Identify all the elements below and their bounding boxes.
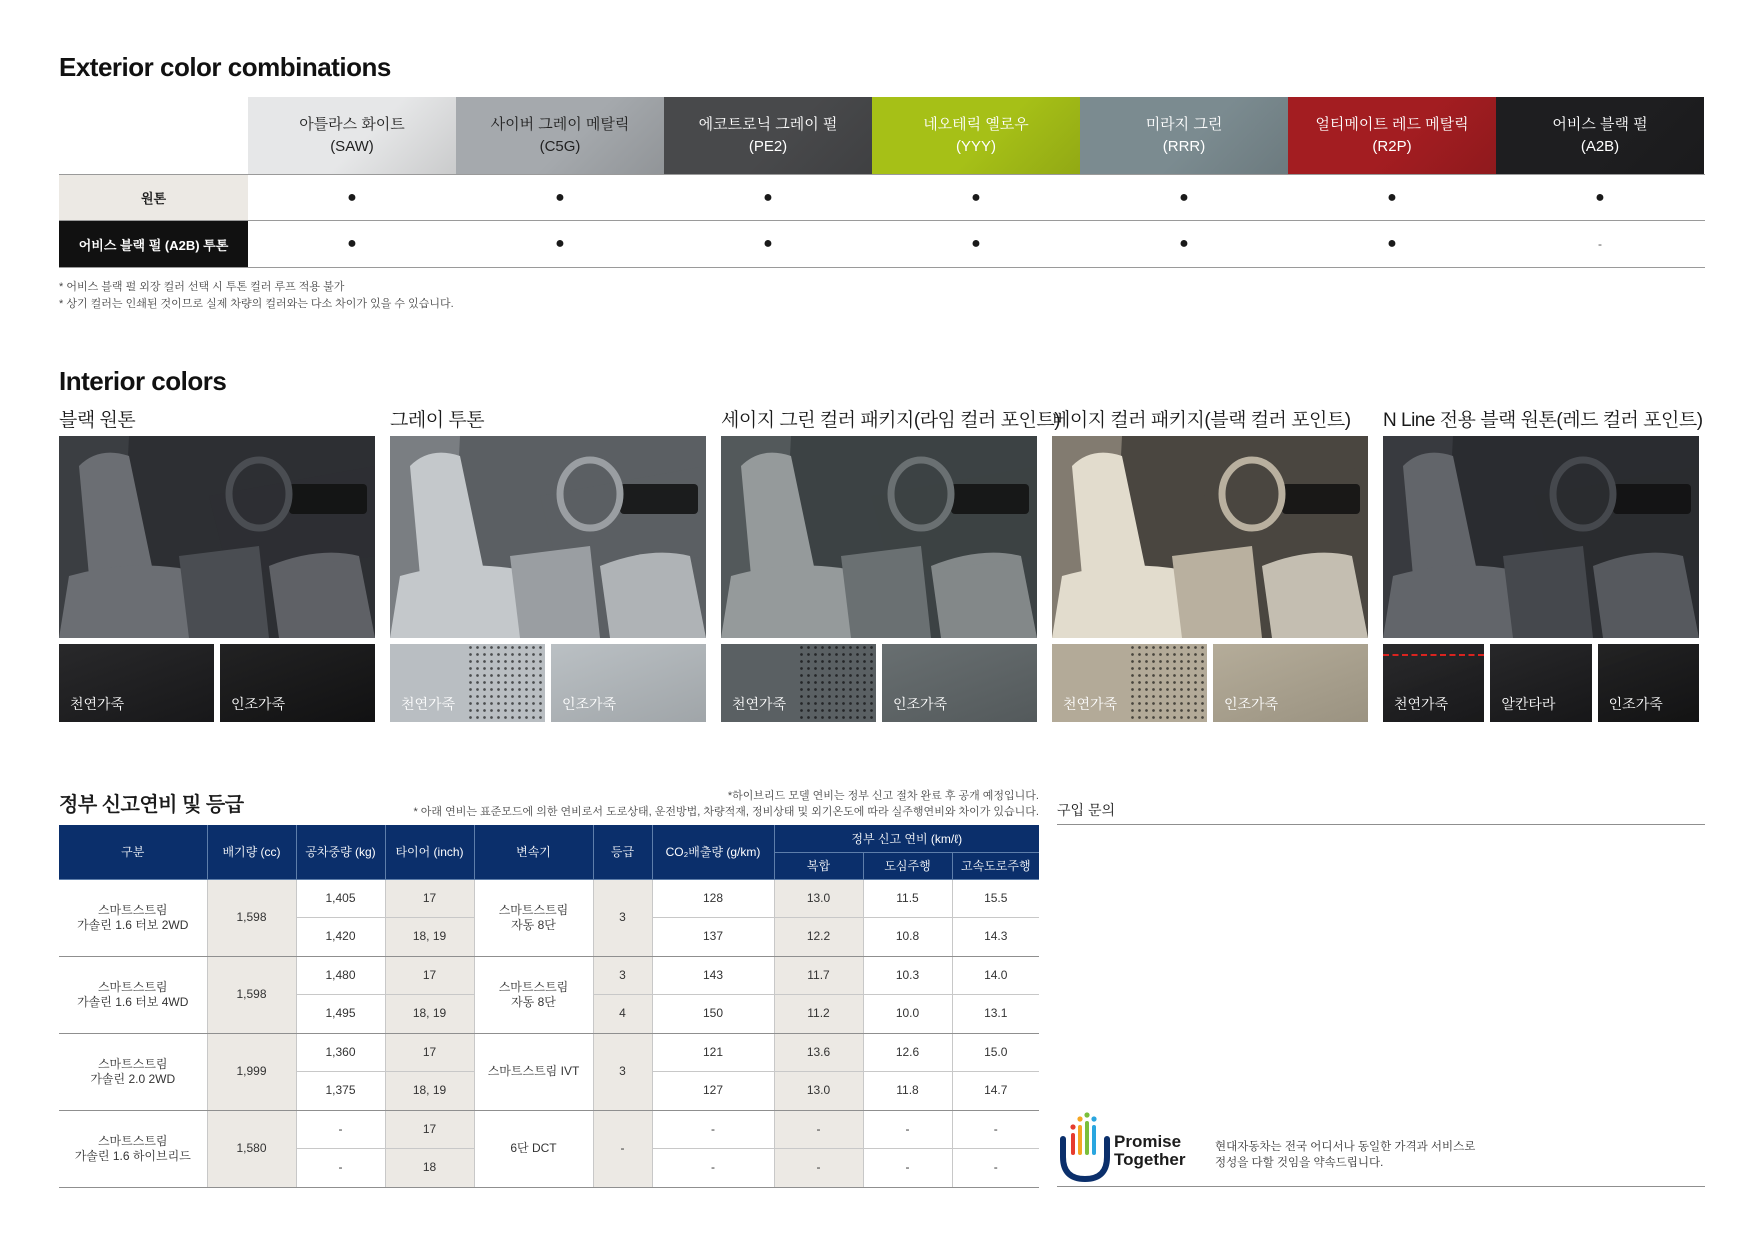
available-dot: ● xyxy=(347,188,357,206)
transmission xyxy=(475,980,593,1010)
city-efficiency-cell: 11.8 xyxy=(863,1072,952,1111)
interior-material-label: 천연가죽 xyxy=(401,696,456,712)
exterior-swatch-code: (RRR) xyxy=(1162,137,1206,155)
interior-material-swatch xyxy=(220,644,375,722)
header-category: 구분 xyxy=(59,825,207,879)
displacement-cell: 1,598 xyxy=(207,879,296,956)
promise-word-line1: Promise xyxy=(1114,1132,1182,1151)
model-name-line2: 가솔린 2.0 2WD xyxy=(90,1071,176,1086)
model-name-line1: 스마트스트림 xyxy=(97,979,168,994)
unavailable-dash: - xyxy=(1598,237,1602,251)
city-efficiency-cell: 12.6 xyxy=(863,1033,952,1072)
exterior-notes xyxy=(59,279,454,313)
exterior-note: * 어비스 블랙 펄 외장 컬러 선택 시 투톤 컬러 루프 적용 불가 xyxy=(59,281,345,293)
interior-material-label: 인조가죽 xyxy=(1224,696,1279,712)
co2-cell: 137 xyxy=(652,918,774,957)
exterior-swatch xyxy=(1288,97,1496,174)
co2-cell: 127 xyxy=(652,1072,774,1111)
exterior-swatch-name: 네오테릭 옐로우 xyxy=(923,115,1029,133)
combined-efficiency-cell: 12.2 xyxy=(774,918,863,957)
exterior-swatch-code: (SAW) xyxy=(330,137,374,155)
grade-cell: 3 xyxy=(593,1033,652,1110)
city-efficiency-cell: 10.0 xyxy=(863,995,952,1034)
available-dot: ● xyxy=(1179,188,1189,206)
interior-material-swatch xyxy=(1383,644,1484,722)
available-dot: ● xyxy=(555,188,565,206)
city-efficiency-cell: 10.8 xyxy=(863,918,952,957)
exterior-swatch xyxy=(1496,97,1704,174)
available-dot: ● xyxy=(1387,188,1397,206)
fuel-note: * 아래 연비는 표준모드에 의한 연비로서 도로상태, 운전방법, 차량적재, 정비상태 및 외기온도에 따라 실주행연비와 차이가 있습니다. xyxy=(413,806,1039,818)
interior-material-swatch xyxy=(721,644,876,722)
interior-material-label: 천연가죽 xyxy=(732,696,787,712)
city-efficiency-cell: - xyxy=(863,1149,952,1188)
interior-package-name: N Line 전용 블랙 원톤(레드 컬러 포인트) xyxy=(1383,410,1703,431)
exterior-swatch-name: 얼티메이트 레드 메탈릭 xyxy=(1315,115,1469,133)
combined-efficiency-cell: 13.6 xyxy=(774,1033,863,1072)
transmission-line2: 자동 8단 xyxy=(511,917,556,932)
interior-package xyxy=(59,405,375,722)
interior-photo xyxy=(1383,436,1699,638)
combined-efficiency-cell: 11.2 xyxy=(774,995,863,1034)
transmission-line1: 스마트스트림 IVT xyxy=(487,1064,580,1078)
displacement-cell: 1,999 xyxy=(207,1033,296,1110)
interior-material-swatch xyxy=(1052,644,1207,722)
weight-cell: 1,405 xyxy=(296,879,385,918)
fuel-efficiency-table xyxy=(59,825,1039,1188)
interior-photo xyxy=(1052,436,1368,638)
exterior-swatch xyxy=(1080,97,1288,174)
displacement-cell: 1,598 xyxy=(207,956,296,1033)
model-name-line2: 가솔린 1.6 터보 4WD xyxy=(77,994,189,1009)
interior-seat-illustration xyxy=(390,436,706,638)
model-name xyxy=(59,1134,207,1164)
city-efficiency-cell: 10.3 xyxy=(863,956,952,995)
interior-material-label: 천연가죽 xyxy=(1394,696,1449,712)
header-efficiency-group: 정부 신고 연비 (km/ℓ) xyxy=(774,825,1039,852)
interior-title: Interior colors xyxy=(59,366,227,396)
promise-text-line2: 정성을 다할 것임을 약속드립니다. xyxy=(1215,1157,1384,1169)
weight-cell: 1,480 xyxy=(296,956,385,995)
weight-cell: 1,360 xyxy=(296,1033,385,1072)
model-name-cell xyxy=(59,1110,207,1187)
city-efficiency-cell: 11.5 xyxy=(863,879,952,918)
weight-cell: 1,420 xyxy=(296,918,385,957)
tire-cell: 17 xyxy=(385,879,474,918)
interior-seat-illustration xyxy=(1052,436,1368,638)
combined-efficiency-cell: 13.0 xyxy=(774,1072,863,1111)
interior-package-name: 베이지 컬러 패키지(블랙 컬러 포인트) xyxy=(1052,410,1351,431)
available-dot: ● xyxy=(1595,188,1605,206)
promise-text-line1: 현대자동차는 전국 어디서나 동일한 가격과 서비스로 xyxy=(1215,1141,1476,1153)
exterior-color-header xyxy=(59,97,1705,174)
highway-efficiency-cell: 15.5 xyxy=(952,879,1039,918)
transmission xyxy=(475,1141,593,1156)
exterior-combination-row xyxy=(59,221,1705,268)
available-dot: ● xyxy=(763,235,773,252)
transmission-cell xyxy=(474,1110,593,1187)
model-name-line1: 스마트스트림 xyxy=(97,1133,168,1148)
model-name xyxy=(59,903,207,933)
promise-word-line2: Together xyxy=(1114,1150,1186,1169)
header-highway: 고속도로주행 xyxy=(952,852,1039,879)
interior-material-swatches xyxy=(59,644,375,722)
combined-efficiency-cell: 13.0 xyxy=(774,879,863,918)
exterior-swatch-name: 아틀라스 화이트 xyxy=(299,115,405,133)
table-row xyxy=(59,879,1039,918)
exterior-swatch xyxy=(248,97,456,174)
weight-cell: - xyxy=(296,1110,385,1149)
weight-cell: 1,495 xyxy=(296,995,385,1034)
highway-efficiency-cell: - xyxy=(952,1149,1039,1188)
header-tire: 타이어 (inch) xyxy=(385,825,474,879)
combined-efficiency-cell: - xyxy=(774,1110,863,1149)
promise-together-logo-icon xyxy=(1057,1109,1113,1183)
exterior-swatch-code: (PE2) xyxy=(748,137,788,155)
interior-material-label: 인조가죽 xyxy=(231,696,286,712)
combined-efficiency-cell: 11.7 xyxy=(774,956,863,995)
interior-package-name: 블랙 원톤 xyxy=(59,410,136,431)
header-weight: 공차중량 (kg) xyxy=(296,825,385,879)
weight-cell: - xyxy=(296,1149,385,1188)
header-city: 도심주행 xyxy=(863,852,952,879)
exterior-color-table xyxy=(59,97,1705,268)
exterior-swatch-code: (A2B) xyxy=(1580,137,1620,155)
exterior-swatch xyxy=(456,97,664,174)
tire-cell: 17 xyxy=(385,956,474,995)
interior-material-label: 천연가죽 xyxy=(1063,696,1118,712)
exterior-combination-row xyxy=(59,174,1705,221)
available-dot: ● xyxy=(971,235,981,252)
interior-material-swatch xyxy=(551,644,706,722)
promise-together-block xyxy=(1057,1106,1705,1187)
interior-material-label: 인조가죽 xyxy=(562,696,617,712)
tire-cell: 18, 19 xyxy=(385,995,474,1034)
co2-cell: 121 xyxy=(652,1033,774,1072)
exterior-swatch xyxy=(664,97,872,174)
table-row xyxy=(59,1033,1039,1072)
transmission-cell xyxy=(474,1033,593,1110)
transmission-line1: 스마트스트림 xyxy=(498,902,569,917)
exterior-swatch-name: 에코트로닉 그레이 펄 xyxy=(698,115,838,133)
interior-package xyxy=(390,405,706,722)
header-transmission: 변속기 xyxy=(474,825,593,879)
tire-cell: 18, 19 xyxy=(385,918,474,957)
co2-cell: 150 xyxy=(652,995,774,1034)
interior-material-swatch xyxy=(59,644,214,722)
grade-cell: 4 xyxy=(593,995,652,1034)
transmission-cell xyxy=(474,879,593,956)
red-stitch-accent xyxy=(1383,654,1484,656)
transmission-cell xyxy=(474,956,593,1033)
interior-photo xyxy=(59,436,375,638)
header-grade: 등급 xyxy=(593,825,652,879)
tire-cell: 17 xyxy=(385,1033,474,1072)
co2-cell: - xyxy=(652,1110,774,1149)
interior-package-name: 그레이 투톤 xyxy=(390,410,485,431)
model-name-cell xyxy=(59,956,207,1033)
exterior-swatch xyxy=(872,97,1080,174)
highway-efficiency-cell: 14.7 xyxy=(952,1072,1039,1111)
fuel-title: 정부 신고연비 및 등급 xyxy=(59,794,244,816)
model-name-line2: 가솔린 1.6 하이브리드 xyxy=(74,1148,191,1163)
highway-efficiency-cell: 14.0 xyxy=(952,956,1039,995)
header-displacement: 배기량 (cc) xyxy=(207,825,296,879)
transmission-line2: 자동 8단 xyxy=(511,994,556,1009)
model-name-cell xyxy=(59,879,207,956)
co2-cell: 143 xyxy=(652,956,774,995)
exterior-row-label: 어비스 블랙 펄 (A2B) 투톤 xyxy=(59,221,248,267)
exterior-swatch-code: (C5G) xyxy=(539,137,581,155)
purchase-divider xyxy=(1057,824,1705,825)
interior-package xyxy=(1383,405,1703,722)
tire-cell: 18, 19 xyxy=(385,1072,474,1111)
exterior-swatch-code: (YYY) xyxy=(955,137,996,155)
exterior-row-label: 원톤 xyxy=(59,175,248,220)
interior-material-swatch xyxy=(882,644,1037,722)
highway-efficiency-cell: 14.3 xyxy=(952,918,1039,957)
interior-package-name: 세이지 그린 컬러 패키지(라임 컬러 포인트) xyxy=(721,410,1061,431)
interior-material-swatches xyxy=(721,644,1037,722)
highway-efficiency-cell: - xyxy=(952,1110,1039,1149)
weight-cell: 1,375 xyxy=(296,1072,385,1111)
exterior-title: Exterior color combinations xyxy=(59,52,391,82)
available-dot: ● xyxy=(971,188,981,206)
interior-material-swatches xyxy=(1052,644,1368,722)
interior-seat-illustration xyxy=(59,436,375,638)
exterior-swatch-name: 미라지 그린 xyxy=(1145,115,1223,133)
interior-seat-illustration xyxy=(1383,436,1699,638)
city-efficiency-cell: - xyxy=(863,1110,952,1149)
transmission-line1: 스마트스트림 xyxy=(498,979,569,994)
co2-cell: - xyxy=(652,1149,774,1188)
model-name-cell xyxy=(59,1033,207,1110)
model-name-line2: 가솔린 1.6 터보 2WD xyxy=(77,917,189,932)
interior-material-label: 인조가죽 xyxy=(893,696,948,712)
grade-cell: 3 xyxy=(593,879,652,956)
transmission xyxy=(475,1064,593,1079)
model-name-line1: 스마트스트림 xyxy=(97,902,168,917)
exterior-corner xyxy=(59,97,248,174)
interior-photo xyxy=(390,436,706,638)
model-name-line1: 스마트스트림 xyxy=(97,1056,168,1071)
promise-together-wordmark xyxy=(1114,1133,1185,1169)
tire-cell: 18 xyxy=(385,1149,474,1188)
interior-material-label: 인조가죽 xyxy=(1608,696,1663,712)
interior-material-label: 천연가죽 xyxy=(70,696,125,712)
highway-efficiency-cell: 13.1 xyxy=(952,995,1039,1034)
interior-material-swatches xyxy=(1383,644,1699,722)
highway-efficiency-cell: 15.0 xyxy=(952,1033,1039,1072)
model-name xyxy=(59,980,207,1010)
grade-cell: - xyxy=(593,1110,652,1187)
interior-material-swatches xyxy=(390,644,706,722)
header-combined: 복합 xyxy=(774,852,863,879)
combined-efficiency-cell: - xyxy=(774,1149,863,1188)
grade-cell: 3 xyxy=(593,956,652,995)
interior-photo xyxy=(721,436,1037,638)
displacement-cell: 1,580 xyxy=(207,1110,296,1187)
interior-material-swatch xyxy=(1598,644,1699,722)
available-dot: ● xyxy=(347,235,357,252)
interior-seat-illustration xyxy=(721,436,1037,638)
fuel-note: *하이브리드 모델 연비는 정부 신고 절차 완료 후 공개 예정입니다. xyxy=(727,790,1039,802)
promise-statement xyxy=(1215,1139,1475,1171)
purchase-inquiry-title: 구입 문의 xyxy=(1057,802,1115,818)
table-row xyxy=(59,956,1039,995)
transmission xyxy=(475,903,593,933)
header-co2: CO₂배출량 (g/km) xyxy=(652,825,774,879)
tire-cell: 17 xyxy=(385,1110,474,1149)
exterior-swatch-name: 사이버 그레이 메탈릭 xyxy=(490,115,630,133)
interior-material-swatch xyxy=(1490,644,1591,722)
exterior-swatch-name: 어비스 블랙 펄 xyxy=(1552,115,1648,133)
available-dot: ● xyxy=(555,235,565,252)
interior-package xyxy=(1052,405,1368,722)
interior-package xyxy=(721,405,1061,722)
interior-material-label: 알칸타라 xyxy=(1501,696,1556,712)
available-dot: ● xyxy=(763,188,773,206)
interior-material-swatch xyxy=(390,644,545,722)
transmission-line1: 6단 DCT xyxy=(510,1141,557,1155)
table-row xyxy=(59,1110,1039,1149)
interior-material-swatch xyxy=(1213,644,1368,722)
model-name xyxy=(59,1057,207,1087)
available-dot: ● xyxy=(1387,235,1397,252)
exterior-note: * 상기 컬러는 인쇄된 것이므로 실제 차량의 컬러와는 다소 차이가 있을 수 있습니다. xyxy=(59,298,454,310)
co2-cell: 128 xyxy=(652,879,774,918)
available-dot: ● xyxy=(1179,235,1189,252)
exterior-swatch-code: (R2P) xyxy=(1372,137,1412,155)
